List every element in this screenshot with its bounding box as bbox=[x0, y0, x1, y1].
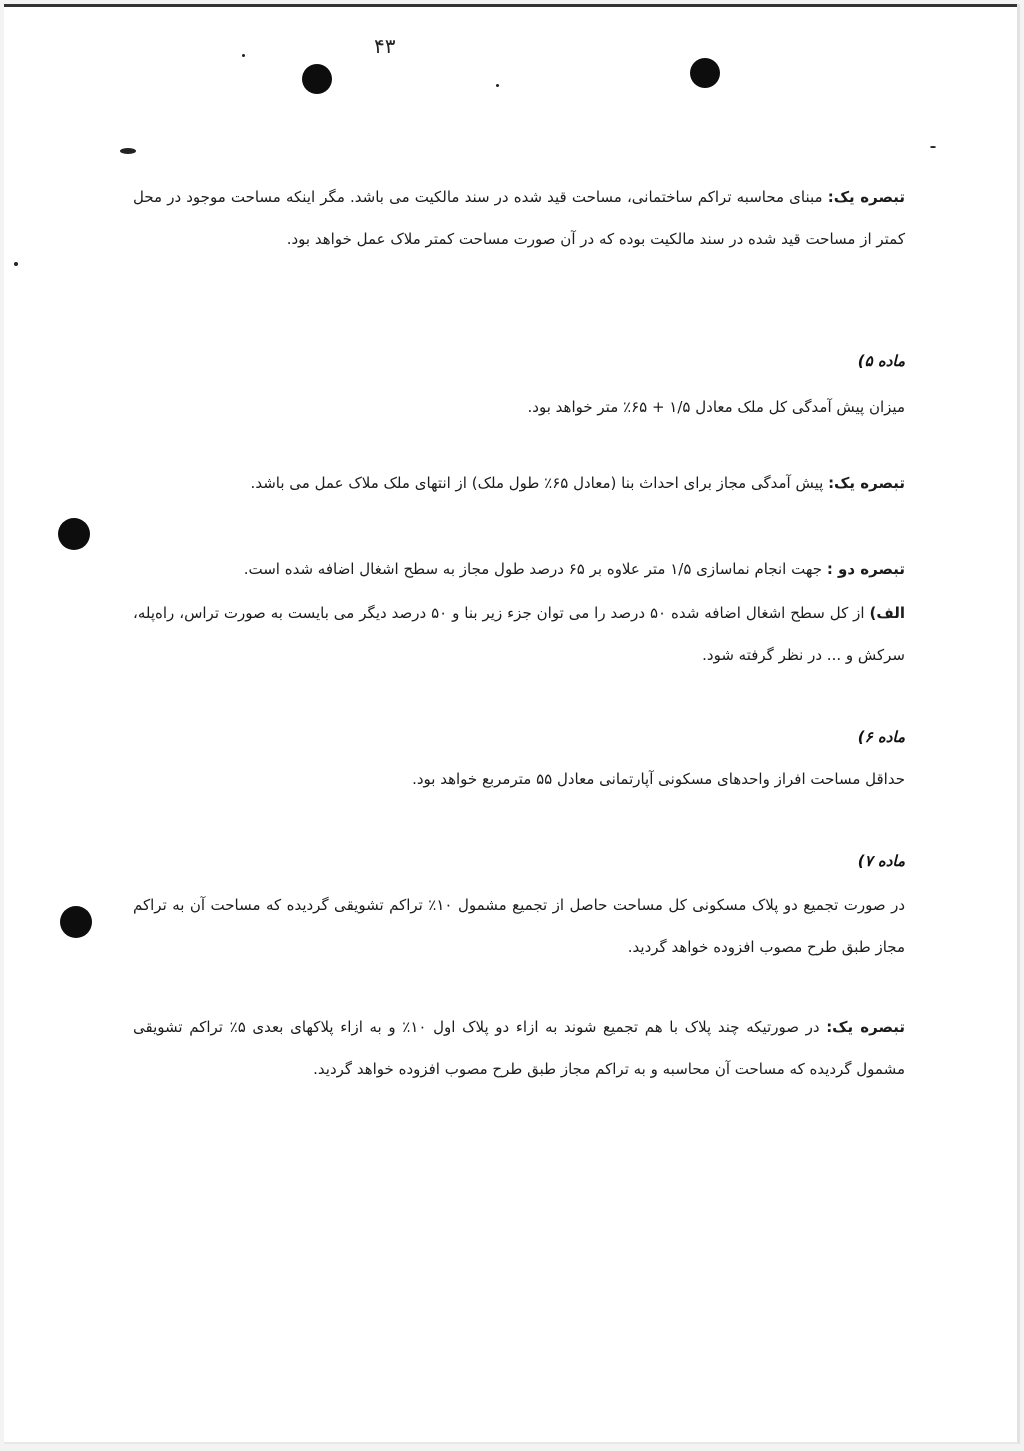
article-text: حداقل مساحت افراز واحدهای مسکونی آپارتمانی معادل ۵۵ مترمربع خواهد بود. bbox=[412, 770, 905, 788]
note-label: تبصره دو : bbox=[826, 560, 905, 578]
punch-hole-left-upper bbox=[58, 518, 90, 550]
note-text: جهت انجام نماسازی ۱/۵ متر علاوه بر ۶۵ درصد طول مجاز به سطح اشغال اضافه شده است. bbox=[243, 560, 827, 578]
note-paragraph bbox=[133, 1006, 905, 1090]
note-paragraph bbox=[133, 462, 905, 504]
note-label: تبصره یک: bbox=[827, 188, 905, 206]
note-label: تبصره یک: bbox=[826, 1018, 906, 1036]
note-text: مبنای محاسبه تراکم ساختمانی، مساحت قید شده در سند مالکیت می باشد. مگر اینکه مساحت موجود در محل کمتر از مساحت قید شده در سند مالکیت بوده که در آن صورت مساحت کمتر ملاک عمل خواهد بود. bbox=[133, 188, 905, 248]
clause-paragraph bbox=[133, 592, 905, 676]
article-paragraph bbox=[133, 758, 905, 800]
scan-speck bbox=[496, 84, 499, 87]
punch-hole-left-lower bbox=[60, 906, 92, 938]
scanned-page bbox=[4, 4, 1020, 1444]
article-text: میزان پیش آمدگی کل ملک معادل ۱/۵ + ۶۵٪ متر خواهد بود. bbox=[527, 398, 905, 416]
scan-top-edge bbox=[4, 4, 1017, 7]
article-text: در صورت تجمیع دو پلاک مسکونی کل مساحت حاصل از تجمیع مشمول ۱۰٪ تراکم تشویقی گردیده که مساحت آن به تراکم مجاز طبق طرح مصوب افزوده خواهد گردید. bbox=[133, 896, 905, 956]
note-text: پیش آمدگی مجاز برای احداث بنا (معادل ۶۵٪ طول ملک) از انتهای ملک ملاک عمل می باشد. bbox=[250, 474, 829, 492]
article-paragraph bbox=[133, 386, 905, 428]
scan-speck bbox=[242, 54, 245, 57]
note-paragraph bbox=[133, 176, 905, 260]
note-label: تبصره یک: bbox=[828, 474, 905, 492]
article-heading: ماده ۷) bbox=[857, 852, 905, 870]
article-heading: ماده ۵) bbox=[857, 352, 905, 370]
note-paragraph bbox=[133, 548, 905, 590]
article-heading: ماده ۶) bbox=[857, 728, 905, 746]
punch-hole-top-right bbox=[690, 58, 720, 88]
clause-text: از کل سطح اشغال اضافه شده ۵۰ درصد را می توان جزء زیر بنا و ۵۰ درصد دیگر می بایست به صورت تراس، راه‌پله، سرکش و ... در نظر گرفته شود. bbox=[133, 604, 905, 664]
scan-speck bbox=[930, 146, 936, 148]
note-text: در صورتیکه چند پلاک با هم تجمیع شوند به ازاء دو پلاک اول ۱۰٪ و به ازاء پلاکهای بعدی ۵٪ تراکم تشویقی مشمول گردیده که مساحت آن محاسبه و به تراکم مجاز طبق طرح مصوب افزوده خواهد گردید. bbox=[133, 1018, 905, 1078]
article-paragraph bbox=[133, 884, 905, 968]
clause-label: الف) bbox=[869, 604, 905, 622]
page-number: ۴۳ bbox=[374, 34, 396, 58]
scan-speck bbox=[14, 262, 18, 266]
punch-hole-top-left bbox=[302, 64, 332, 94]
scan-speck bbox=[120, 148, 136, 154]
